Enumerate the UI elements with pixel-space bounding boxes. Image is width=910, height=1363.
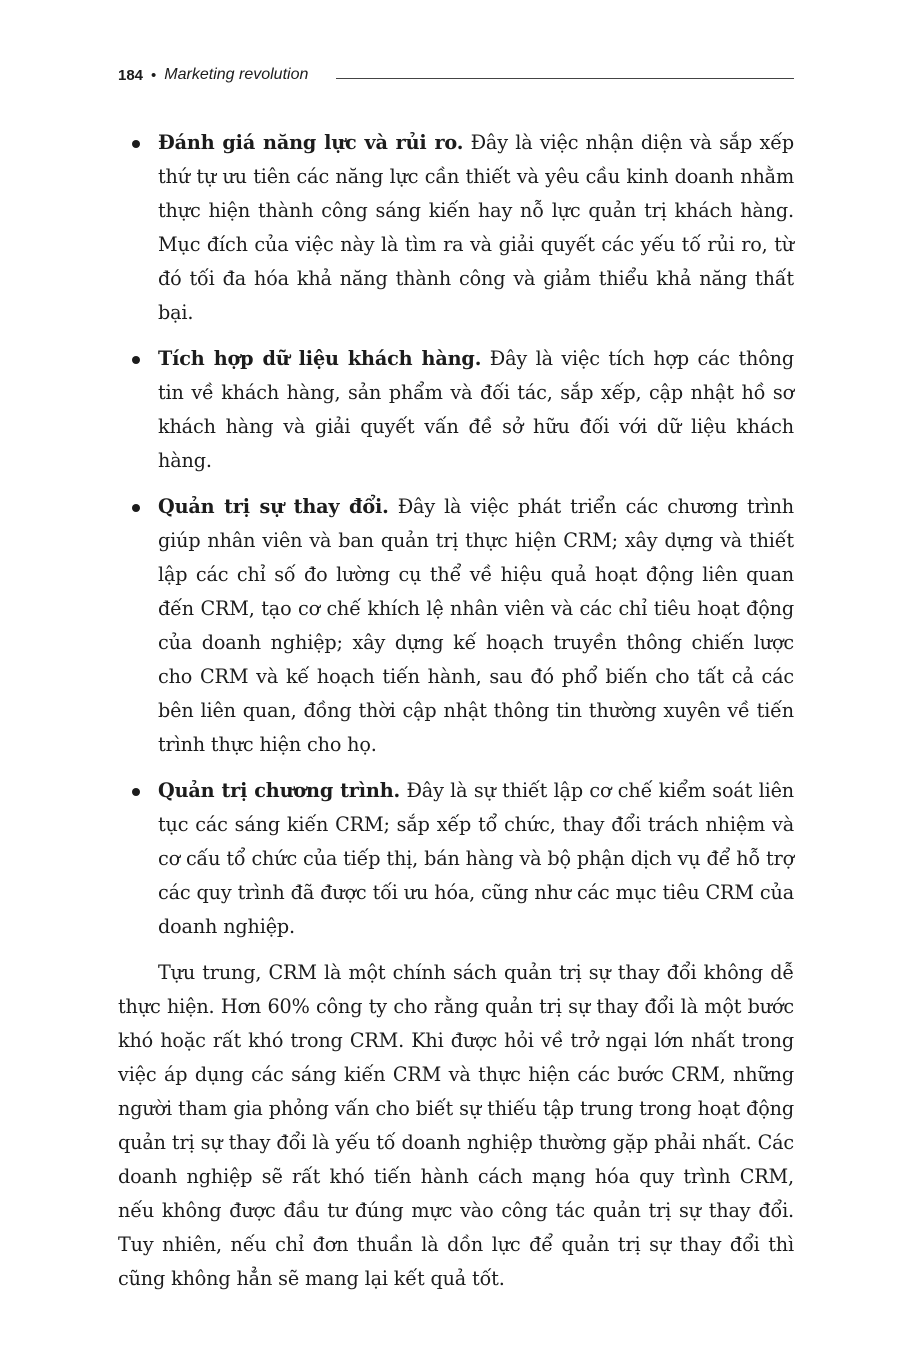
bullet-list [118,126,794,944]
item-text: Đây là việc tích hợp các thông tin về khách hàng, sản phẩm và đối tác, sắp xếp, cập nhật hồ sơ khách hàng và giải quyết vấn đề sở hữu đối với dữ liệu khách hàng. [158,347,794,472]
list-item [118,126,794,330]
bullet-icon [132,504,140,512]
item-lead: Tích hợp dữ liệu khách hàng. [158,347,482,370]
item-text: Đây là việc phát triển các chương trình giúp nhân viên và ban quản trị thực hiện CRM; xây dựng và thiết lập các chỉ số đo lường cụ thể về hiệu quả hoạt động liên quan đến CRM, tạo cơ chế khích lệ nhân viên và các chỉ tiêu hoạt động của doanh nghiệp; xây dựng kế hoạch truyền thông chiến lược cho CRM và kế hoạch tiến hành, sau đó phổ biến cho tất cả các bên liên quan, đồng thời cập nhật thông tin thường xuyên về tiến trình thực hiện cho họ. [158,495,794,756]
header-separator: • [151,66,157,84]
list-item [118,774,794,944]
item-text: Đây là sự thiết lập cơ chế kiểm soát liên tục các sáng kiến CRM; sắp xếp tổ chức, thay đổi trách nhiệm và cơ cấu tổ chức của tiếp thị, bán hàng và bộ phận dịch vụ để hỗ trợ các quy trình đã được tối ưu hóa, cũng như các mục tiêu CRM của doanh nghiệp. [158,779,794,938]
item-lead: Quản trị sự thay đổi. [158,495,389,518]
list-item [118,342,794,478]
page-number: 184 [118,66,144,84]
running-header [118,62,794,88]
body-paragraph: Tựu trung, CRM là một chính sách quản trị sự thay đổi không dễ thực hiện. Hơn 60% công ty cho rằng quản trị sự thay đổi là một bước khó hoặc rất khó trong CRM. Khi được hỏi về trở ngại lớn nhất trong việc áp dụng các sáng kiến CRM và thực hiện các bước CRM, những người tham gia phỏng vấn cho biết sự thiếu tập trung trong hoạt động quản trị sự thay đổi là yếu tố doanh nghiệp thường gặp phải nhất. Các doanh nghiệp sẽ rất khó tiến hành cách mạng hóa quy trình CRM, nếu không được đầu tư đúng mực vào công tác quản trị sự thay đổi. Tuy nhiên, nếu chỉ đơn thuần là dồn lực để quản trị sự thay đổi thì cũng không hẳn sẽ mang lại kết quả tốt. [118,961,794,1290]
bullet-icon [132,140,140,148]
bullet-icon [132,356,140,364]
header-rule [336,78,794,79]
item-text: Đây là việc nhận diện và sắp xếp thứ tự ưu tiên các năng lực cần thiết và yêu cầu kinh doanh nhằm thực hiện thành công sáng kiến hay nỗ lực quản trị khách hàng. Mục đích của việc này là tìm ra và giải quyết các yếu tố rủi ro, từ đó tối đa hóa khả năng thành công và giảm thiểu khả năng thất bại. [158,131,794,324]
item-lead: Quản trị chương trình. [158,779,401,802]
bullet-icon [132,788,140,796]
item-lead: Đánh giá năng lực và rủi ro. [158,131,464,154]
page-body [118,126,794,1296]
book-title: Marketing revolution [164,66,309,83]
list-item [118,490,794,762]
